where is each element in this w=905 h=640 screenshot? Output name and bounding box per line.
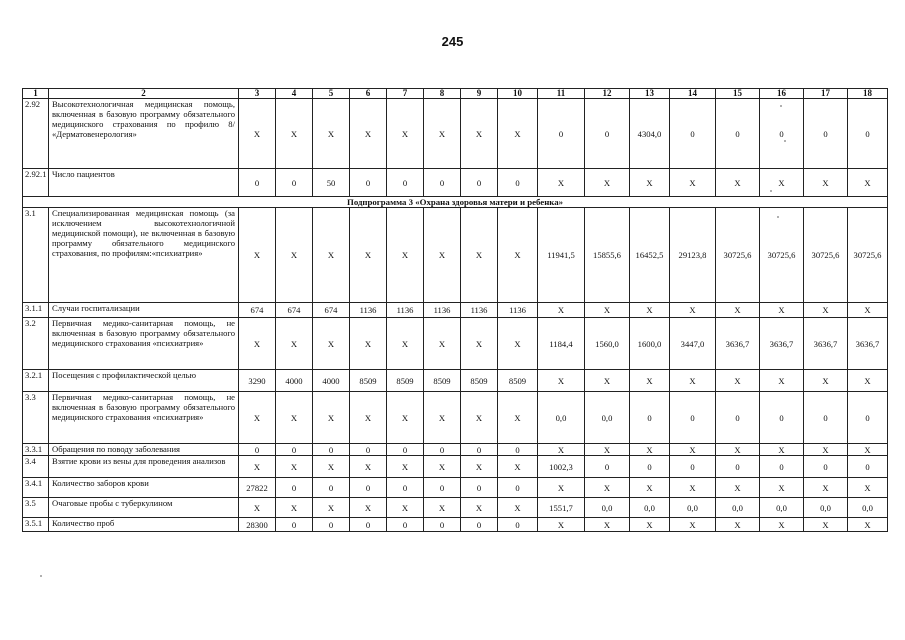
value-cell: X [387,99,424,169]
value-cell: X [848,478,888,498]
value-cell: 0 [387,478,424,498]
value-cell: 0,0 [804,498,848,518]
value-cell: X [760,303,804,318]
column-number: 18 [848,89,888,99]
value-cell: X [585,370,630,392]
page-number: 245 [441,34,464,49]
value-cell: 28300 [239,518,276,532]
value-cell: X [848,444,888,456]
value-cell: X [670,303,716,318]
value-cell: X [804,518,848,532]
value-cell: X [424,208,461,303]
value-cell: 0 [585,456,630,478]
column-number: 6 [350,89,387,99]
value-cell: X [239,456,276,478]
value-cell: X [848,303,888,318]
value-cell: X [760,478,804,498]
table-row [23,518,888,532]
value-cell: 0 [276,518,313,532]
table-row [23,456,888,478]
value-cell: X [350,392,387,444]
column-number: 14 [670,89,716,99]
row-name: Взятие крови из вены для проведения анализов [49,456,239,478]
value-cell: 50 [313,169,350,197]
value-cell: X [760,370,804,392]
value-cell: X [350,456,387,478]
value-cell: X [716,370,760,392]
value-cell: X [630,478,670,498]
column-number: 3 [239,89,276,99]
value-cell: X [716,444,760,456]
value-cell: 0 [350,444,387,456]
value-cell: 0 [461,444,498,456]
value-cell: X [276,498,313,518]
value-cell: X [848,518,888,532]
value-cell: X [670,478,716,498]
value-cell: 3447,0 [670,318,716,370]
row-code: 3.3 [23,392,49,444]
value-cell: X [804,370,848,392]
row-name: Количество заборов крови [49,478,239,498]
value-cell: 0 [804,99,848,169]
row-name: Посещения с профилактической целью [49,370,239,392]
value-cell: X [538,444,585,456]
row-code: 3.1.1 [23,303,49,318]
value-cell: 8509 [498,370,538,392]
scan-speck [784,140,786,142]
value-cell: X [630,303,670,318]
value-cell: X [424,498,461,518]
value-cell: X [239,498,276,518]
value-cell: 0 [313,444,350,456]
value-cell: X [804,169,848,197]
value-cell: X [716,518,760,532]
value-cell: 1136 [498,303,538,318]
value-cell: 0 [461,169,498,197]
row-name: Число пациентов [49,169,239,197]
value-cell: 30725,6 [848,208,888,303]
value-cell: 0,0 [716,498,760,518]
value-cell: 0 [538,99,585,169]
value-cell: 0 [585,99,630,169]
row-code: 3.1 [23,208,49,303]
value-cell: 16452,5 [630,208,670,303]
value-cell: X [239,208,276,303]
table-row [23,99,888,169]
value-cell: X [350,99,387,169]
value-cell: X [461,498,498,518]
value-cell: 3636,7 [716,318,760,370]
value-cell: X [848,169,888,197]
row-name: Обращения по поводу заболевания [49,444,239,456]
value-cell: 0 [424,478,461,498]
value-cell: X [276,99,313,169]
row-code: 3.4 [23,456,49,478]
value-cell: X [313,498,350,518]
row-code: 3.2.1 [23,370,49,392]
value-cell: X [538,303,585,318]
value-cell: 1136 [424,303,461,318]
value-cell: 3636,7 [848,318,888,370]
value-cell: X [716,303,760,318]
value-cell: 0 [804,456,848,478]
value-cell: 0,0 [670,498,716,518]
value-cell: 0 [630,392,670,444]
value-cell: 674 [239,303,276,318]
value-cell: 30725,6 [716,208,760,303]
value-cell: 3636,7 [760,318,804,370]
value-cell: 0 [848,456,888,478]
value-cell: X [350,208,387,303]
value-cell: 0 [387,169,424,197]
value-cell: X [276,392,313,444]
value-cell: 1136 [350,303,387,318]
value-cell: X [350,498,387,518]
value-cell: 15855,6 [585,208,630,303]
value-cell: 1002,3 [538,456,585,478]
value-cell: 0 [498,518,538,532]
value-cell: 4000 [313,370,350,392]
value-cell: 1136 [387,303,424,318]
section-row [23,197,888,208]
value-cell: 0 [498,444,538,456]
value-cell: X [239,99,276,169]
value-cell: 1560,0 [585,318,630,370]
value-cell: X [461,99,498,169]
value-cell: X [313,318,350,370]
value-cell: 0 [498,478,538,498]
value-cell: 0 [424,169,461,197]
value-cell: X [498,208,538,303]
table-row [23,370,888,392]
value-cell: X [498,318,538,370]
value-cell: X [538,518,585,532]
value-cell: 8509 [350,370,387,392]
value-cell: X [630,444,670,456]
value-cell: 0 [350,478,387,498]
value-cell: 0 [239,169,276,197]
value-cell: 0 [804,392,848,444]
table-row [23,444,888,456]
value-cell: 11941,5 [538,208,585,303]
value-cell: 0 [716,392,760,444]
value-cell: 30725,6 [804,208,848,303]
value-cell: X [670,518,716,532]
value-cell: X [461,208,498,303]
value-cell: X [461,318,498,370]
value-cell: 0,0 [585,498,630,518]
table-row [23,169,888,197]
value-cell: 0 [760,456,804,478]
value-cell: X [276,318,313,370]
value-cell: 0 [461,478,498,498]
value-cell: 0 [630,456,670,478]
value-cell: 8509 [461,370,498,392]
table-row [23,392,888,444]
value-cell: 0 [387,444,424,456]
value-cell: X [461,392,498,444]
value-cell: X [760,518,804,532]
value-cell: 0 [387,518,424,532]
value-cell: 0 [276,169,313,197]
value-cell: X [630,370,670,392]
value-cell: 3636,7 [804,318,848,370]
row-name: Очаговые пробы с туберкулином [49,498,239,518]
budget-table [22,88,888,532]
column-number: 13 [630,89,670,99]
value-cell: X [498,392,538,444]
value-cell: X [804,444,848,456]
row-name: Высокотехнологичная медицинская помощь, включенная в базовую программу обязательного медицинского страхования по профилю 8/ «Дерматовенерология» [49,99,239,169]
scan-speck [777,216,779,218]
value-cell: 8509 [387,370,424,392]
scan-speck [770,190,772,192]
value-cell: X [424,99,461,169]
value-cell: X [585,303,630,318]
value-cell: 0 [670,392,716,444]
scan-speck [40,575,42,577]
column-number: 1 [23,89,49,99]
value-cell: X [424,318,461,370]
value-cell: 0 [670,99,716,169]
value-cell: 29123,8 [670,208,716,303]
row-code: 3.3.1 [23,444,49,456]
value-cell: X [538,370,585,392]
row-code: 3.2 [23,318,49,370]
value-cell: X [387,208,424,303]
value-cell: 0 [424,518,461,532]
table-row [23,208,888,303]
value-cell: X [387,498,424,518]
column-number: 17 [804,89,848,99]
value-cell: X [276,208,313,303]
value-cell: X [498,456,538,478]
column-number: 9 [461,89,498,99]
value-cell: X [538,478,585,498]
value-cell: 1184,4 [538,318,585,370]
value-cell: X [239,392,276,444]
value-cell: X [350,318,387,370]
value-cell: 0 [760,392,804,444]
table-row [23,303,888,318]
value-cell: 0,0 [538,392,585,444]
row-code: 3.4.1 [23,478,49,498]
table-row [23,478,888,498]
value-cell: 674 [276,303,313,318]
value-cell: X [313,456,350,478]
row-code: 3.5 [23,498,49,518]
value-cell: 0 [276,478,313,498]
value-cell: 0 [670,456,716,478]
column-number: 5 [313,89,350,99]
value-cell: X [630,518,670,532]
value-cell: 30725,6 [760,208,804,303]
value-cell: 3290 [239,370,276,392]
value-cell: X [585,478,630,498]
value-cell: X [313,99,350,169]
value-cell: 0,0 [760,498,804,518]
value-cell: X [716,478,760,498]
value-cell: X [538,169,585,197]
value-cell: X [424,392,461,444]
column-number: 2 [49,89,239,99]
value-cell: 1136 [461,303,498,318]
row-code: 2.92 [23,99,49,169]
value-cell: X [670,444,716,456]
value-cell: 0 [848,99,888,169]
value-cell: 0 [350,169,387,197]
value-cell: X [498,498,538,518]
value-cell: X [585,169,630,197]
value-cell: 0 [276,444,313,456]
row-code: 2.92.1 [23,169,49,197]
value-cell: X [804,303,848,318]
value-cell: 1600,0 [630,318,670,370]
value-cell: 0 [716,99,760,169]
value-cell: 0,0 [848,498,888,518]
value-cell: 0 [760,99,804,169]
row-name: Количество проб [49,518,239,532]
section-title: Подпрограмма 3 «Охрана здоровья матери и ребенка» [23,197,888,208]
value-cell: 27822 [239,478,276,498]
value-cell: X [461,456,498,478]
value-cell: 0 [350,518,387,532]
row-name: Первичная медико-санитарная помощь, не включенная в базовую программу обязательного медицинского страхования «психиатрия» [49,318,239,370]
value-cell: 0,0 [630,498,670,518]
value-cell: X [387,318,424,370]
column-number: 15 [716,89,760,99]
row-code: 3.5.1 [23,518,49,532]
value-cell: 4304,0 [630,99,670,169]
value-cell: X [804,478,848,498]
value-cell: X [585,518,630,532]
column-number: 16 [760,89,804,99]
value-cell: 4000 [276,370,313,392]
value-cell: X [760,444,804,456]
value-cell: 1551,7 [538,498,585,518]
value-cell: 0 [313,478,350,498]
value-cell: X [313,208,350,303]
value-cell: 0 [239,444,276,456]
column-number: 10 [498,89,538,99]
value-cell: 0 [461,518,498,532]
value-cell: X [276,456,313,478]
value-cell: X [313,392,350,444]
column-number: 8 [424,89,461,99]
value-cell: X [760,169,804,197]
value-cell: 8509 [424,370,461,392]
value-cell: 0 [498,169,538,197]
value-cell: 0 [424,444,461,456]
value-cell: 0 [313,518,350,532]
value-cell: 0 [716,456,760,478]
value-cell: X [848,370,888,392]
value-cell: 0,0 [585,392,630,444]
value-cell: X [630,169,670,197]
header-row [23,89,888,99]
column-number: 11 [538,89,585,99]
row-name: Случаи госпитализации [49,303,239,318]
row-name: Первичная медико-санитарная помощь, не включенная в базовую программу обязательного медицинского страхования «психиатрия» [49,392,239,444]
value-cell: X [387,456,424,478]
scan-speck [780,105,782,107]
column-number: 12 [585,89,630,99]
value-cell: 674 [313,303,350,318]
value-cell: X [424,456,461,478]
value-cell: 0 [848,392,888,444]
value-cell: X [670,370,716,392]
column-number: 4 [276,89,313,99]
table-row [23,318,888,370]
value-cell: X [585,444,630,456]
value-cell: X [498,99,538,169]
row-name: Специализированная медицинская помощь (за исключением высокотехнологичной медицинской помощи), не включенная в базовую программу обязательного медицинского страхования, по профилям:«психиатрия» [49,208,239,303]
value-cell: X [670,169,716,197]
value-cell: X [716,169,760,197]
value-cell: X [387,392,424,444]
value-cell: X [239,318,276,370]
table-row [23,498,888,518]
column-number: 7 [387,89,424,99]
